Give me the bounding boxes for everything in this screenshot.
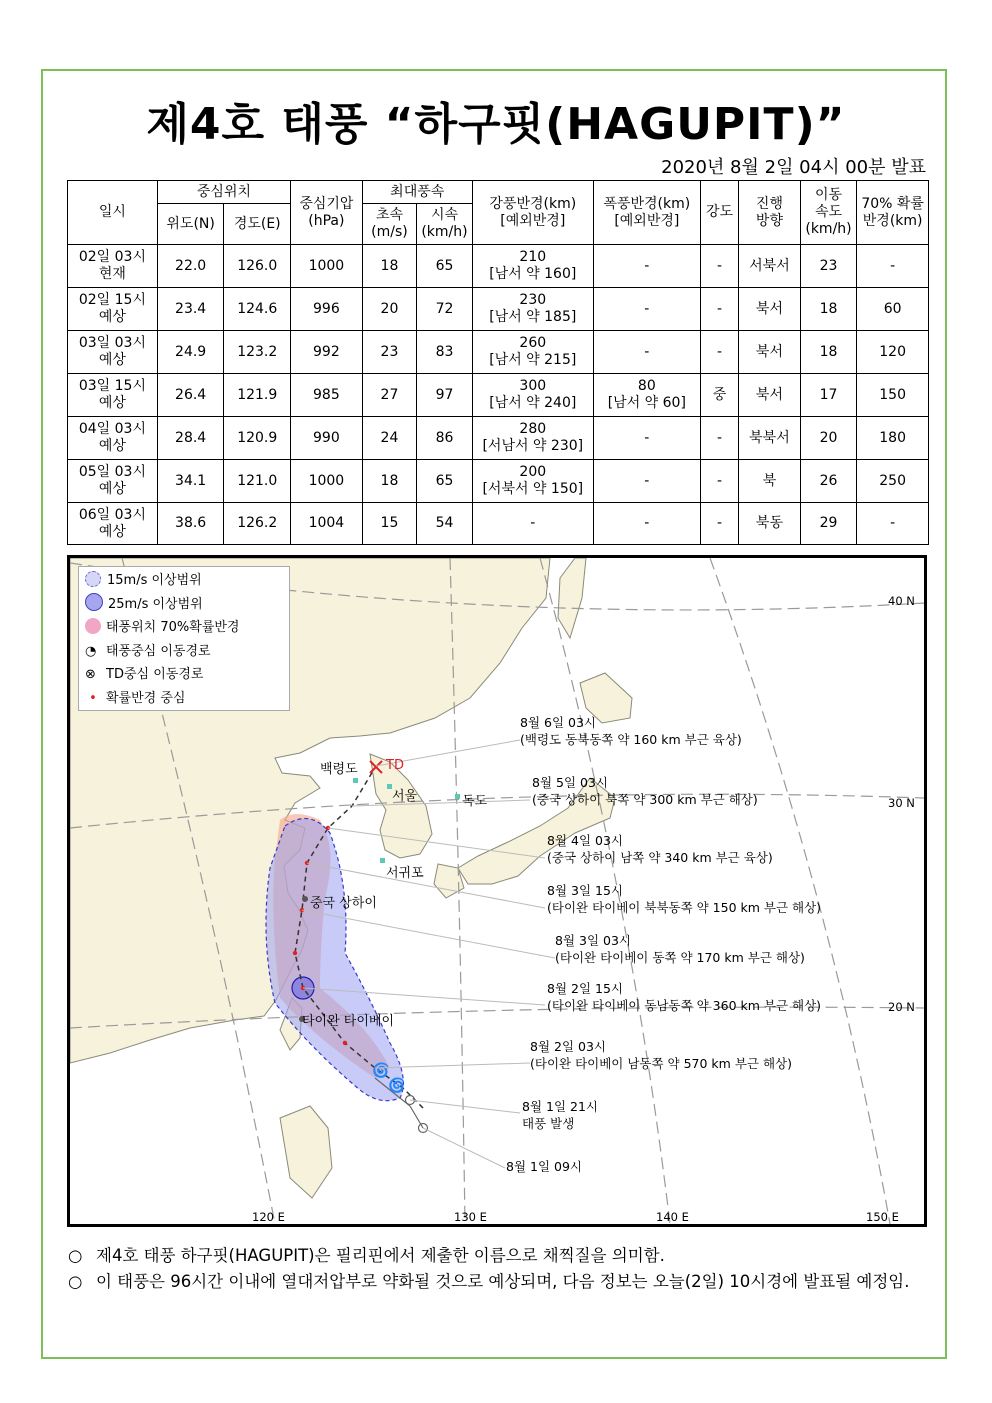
cell-pressure: 1000 <box>291 460 363 503</box>
header-datetime: 일시 <box>68 181 158 245</box>
cell-speed: 20 <box>800 417 857 460</box>
cell-intensity: - <box>700 245 738 288</box>
cell-storm: - <box>593 331 700 374</box>
cell-intensity: - <box>700 288 738 331</box>
cell-prob: 150 <box>857 374 929 417</box>
cell-storm: - <box>593 288 700 331</box>
cell-prob: - <box>857 503 929 545</box>
note-2: ○ 이 태풍은 96시간 이내에 열대저압부로 약화될 것으로 예상되며, 다음 정보는 오늘(2일) 10시경에 발표될 예정임. <box>68 1269 938 1295</box>
forecast-track-map <box>67 555 927 1227</box>
bullet-icon: ○ <box>68 1246 83 1265</box>
table-row <box>68 417 929 460</box>
table-row <box>68 460 929 503</box>
cell-prob: - <box>857 245 929 288</box>
issued-time: 2020년 8월 2일 04시 00분 발표 <box>661 157 926 178</box>
cell-ms: 18 <box>362 460 417 503</box>
cell-speed: 18 <box>800 331 857 374</box>
red-dot-icon: • <box>89 690 97 706</box>
cell-intensity: - <box>700 417 738 460</box>
cell-storm: 80 [남서 약 60] <box>593 374 700 417</box>
lon-label-130e: 130 E <box>454 1210 487 1224</box>
place-seoul: 서울 <box>392 789 418 804</box>
cell-intensity: - <box>700 503 738 545</box>
bullet-icon: ○ <box>68 1272 83 1291</box>
annotation-aug1-09: 8월 1일 09시 <box>506 1159 582 1174</box>
header-maxwind: 최대풍속 <box>362 181 472 204</box>
cell-kmh: 86 <box>417 417 473 460</box>
cell-direction: 북북서 <box>739 417 801 460</box>
cell-lat: 38.6 <box>157 503 224 545</box>
cell-ms: 23 <box>362 331 417 374</box>
header-prob-radius: 70% 확률 반경(km) <box>857 181 929 245</box>
cell-pressure: 996 <box>291 288 363 331</box>
cell-kmh: 65 <box>417 245 473 288</box>
cell-storm: - <box>593 245 700 288</box>
annotation-aug3-03: 8월 3일 03시 (타이완 타이베이 동쪽 약 170 km 부근 해상) <box>555 933 805 965</box>
cell-lon: 121.0 <box>224 460 291 503</box>
cell-gale: 200 [서북서 약 150] <box>472 460 593 503</box>
legend-item-prob70: 태풍위치 70%확률반경 <box>85 616 289 640</box>
cell-lat: 24.9 <box>157 331 224 374</box>
cell-prob: 120 <box>857 331 929 374</box>
cell-time: 02일 15시 예상 <box>68 288 158 331</box>
cell-direction: 북서 <box>739 331 801 374</box>
table-row <box>68 288 929 331</box>
lat-label-40n: 40 N <box>888 594 915 608</box>
cell-intensity: - <box>700 331 738 374</box>
annotation-aug4-03: 8월 4일 03시 (중국 상하이 남쪽 약 340 km 부근 육상) <box>547 833 773 865</box>
legend-item-15ms: 15m/s 이상범위 <box>85 569 289 593</box>
cell-direction: 북서 <box>739 374 801 417</box>
cell-intensity: - <box>700 460 738 503</box>
cell-lon: 120.9 <box>224 417 291 460</box>
annotation-aug6-03: 8월 6일 03시 (백령도 동북동쪽 약 160 km 부근 육상) <box>520 715 742 747</box>
cell-lon: 124.6 <box>224 288 291 331</box>
cell-storm: - <box>593 460 700 503</box>
cell-time: 05일 03시 예상 <box>68 460 158 503</box>
cell-lon: 121.9 <box>224 374 291 417</box>
legend-item-typhoon-track: ◔ 태풍중심 이동경로 <box>85 640 289 664</box>
cell-kmh: 83 <box>417 331 473 374</box>
header-pressure: 중심기압 (hPa) <box>291 181 363 245</box>
legend-item-25ms: 25m/s 이상범위 <box>85 593 289 617</box>
header-speed: 이동 속도 (km/h) <box>800 181 857 245</box>
place-baengnyeong: 백령도 <box>320 762 358 777</box>
typhoon-info-table <box>67 180 929 545</box>
annotation-aug2-03: 8월 2일 03시 (타이완 타이베이 남동쪽 약 570 km 부근 해상) <box>530 1039 792 1071</box>
cell-pressure: 992 <box>291 331 363 374</box>
header-storm-radius: 폭풍반경(km) [예외반경] <box>593 181 700 245</box>
table-row <box>68 331 929 374</box>
cell-kmh: 97 <box>417 374 473 417</box>
cell-gale: 300 [남서 약 240] <box>472 374 593 417</box>
lon-label-150e: 150 E <box>866 1210 899 1224</box>
cell-speed: 17 <box>800 374 857 417</box>
annotation-aug2-15: 8월 2일 15시 (타이완 타이베이 동남동쪽 약 360 km 부근 해상) <box>547 981 822 1013</box>
td-symbol-icon: ⊗ <box>85 667 96 682</box>
legend-item-prob-center: • 확률반경 중심 <box>85 687 289 711</box>
header-gale-radius: 강풍반경(km) [예외반경] <box>472 181 593 245</box>
cell-intensity: 중 <box>700 374 738 417</box>
cell-gale: 260 [남서 약 215] <box>472 331 593 374</box>
cell-lon: 126.2 <box>224 503 291 545</box>
cell-kmh: 65 <box>417 460 473 503</box>
cell-prob: 250 <box>857 460 929 503</box>
cell-pressure: 1004 <box>291 503 363 545</box>
header-ms: 초속 (m/s) <box>362 204 417 245</box>
cell-direction: 북 <box>739 460 801 503</box>
svg-text:🌀: 🌀 <box>372 1063 390 1079</box>
cell-ms: 20 <box>362 288 417 331</box>
cell-gale: 230 [남서 약 185] <box>472 288 593 331</box>
cell-direction: 서북서 <box>739 245 801 288</box>
cell-storm: - <box>593 503 700 545</box>
note-1: ○ 제4호 태풍 하구핏(HAGUPIT)은 필리핀에서 제출한 이름으로 채찍질을 의미함. <box>68 1243 938 1269</box>
legend-item-td-track: ⊗ TD중심 이동경로 <box>85 663 289 687</box>
lat-label-20n: 20 N <box>888 1000 915 1014</box>
cell-gale: - <box>472 503 593 545</box>
cell-time: 03일 15시 예상 <box>68 374 158 417</box>
cell-prob: 180 <box>857 417 929 460</box>
typhoon-symbol-icon: ◔ <box>85 643 97 659</box>
cell-kmh: 72 <box>417 288 473 331</box>
cell-kmh: 54 <box>417 503 473 545</box>
place-shanghai: 중국 상하이 <box>310 896 377 911</box>
cell-lat: 23.4 <box>157 288 224 331</box>
header-center: 중심위치 <box>157 181 290 204</box>
header-lon: 경도(E) <box>224 204 291 245</box>
cell-direction: 북동 <box>739 503 801 545</box>
cell-speed: 23 <box>800 245 857 288</box>
cell-lon: 123.2 <box>224 331 291 374</box>
header-direction: 진행 방향 <box>739 181 801 245</box>
cell-lat: 34.1 <box>157 460 224 503</box>
notes <box>68 1243 938 1295</box>
page-title: 제4호 태풍 “하구핏(HAGUPIT)” <box>146 99 846 150</box>
cell-direction: 북서 <box>739 288 801 331</box>
cell-gale: 210 [남서 약 160] <box>472 245 593 288</box>
place-dokdo: 독도 <box>462 794 488 809</box>
lon-label-140e: 140 E <box>656 1210 689 1224</box>
place-td: TD <box>386 758 404 773</box>
cell-lat: 22.0 <box>157 245 224 288</box>
cell-ms: 18 <box>362 245 417 288</box>
place-seogwipo: 서귀포 <box>386 866 424 881</box>
cell-lat: 28.4 <box>157 417 224 460</box>
cell-lat: 26.4 <box>157 374 224 417</box>
cell-speed: 18 <box>800 288 857 331</box>
cell-gale: 280 [서남서 약 230] <box>472 417 593 460</box>
lat-label-30n: 30 N <box>888 796 915 810</box>
map-legend <box>78 566 290 711</box>
header-kmh: 시속 (km/h) <box>417 204 473 245</box>
cell-ms: 27 <box>362 374 417 417</box>
annotation-aug1-21: 8월 1일 21시 태풍 발생 <box>522 1099 598 1131</box>
cell-pressure: 990 <box>291 417 363 460</box>
cell-time: 02일 03시 현재 <box>68 245 158 288</box>
table-row <box>68 245 929 288</box>
annotation-aug3-15: 8월 3일 15시 (타이완 타이베이 북북동쪽 약 150 km 부근 해상) <box>547 883 822 915</box>
place-taipei: 타이완 타이베이 <box>302 1014 395 1029</box>
table-row <box>68 374 929 417</box>
header-lat: 위도(N) <box>157 204 224 245</box>
cell-prob: 60 <box>857 288 929 331</box>
header-intensity: 강도 <box>700 181 738 245</box>
cell-speed: 29 <box>800 503 857 545</box>
svg-text:🌀: 🌀 <box>388 1078 406 1094</box>
cell-ms: 24 <box>362 417 417 460</box>
cell-pressure: 985 <box>291 374 363 417</box>
cell-speed: 26 <box>800 460 857 503</box>
lon-label-120e: 120 E <box>252 1210 285 1224</box>
cell-time: 04일 03시 예상 <box>68 417 158 460</box>
annotation-aug5-03: 8월 5일 03시 (중국 상하이 북쪽 약 300 km 부근 해상) <box>532 775 758 807</box>
cell-storm: - <box>593 417 700 460</box>
cell-ms: 15 <box>362 503 417 545</box>
cell-lon: 126.0 <box>224 245 291 288</box>
cell-pressure: 1000 <box>291 245 363 288</box>
cell-time: 03일 03시 예상 <box>68 331 158 374</box>
table-row <box>68 503 929 545</box>
cell-time: 06일 03시 예상 <box>68 503 158 545</box>
